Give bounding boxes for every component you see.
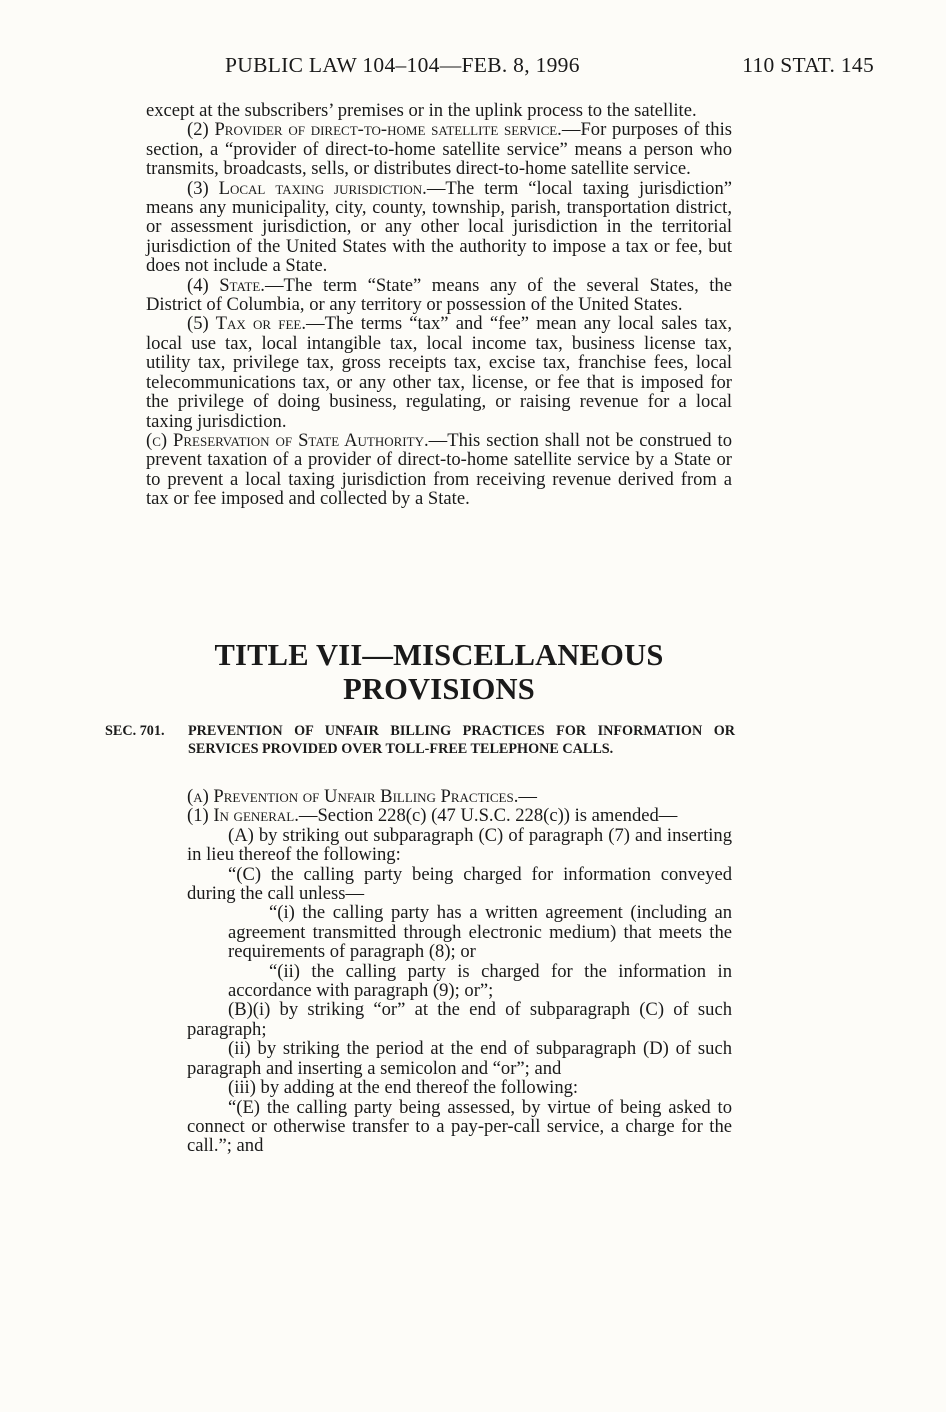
paragraph-a1-heading: (1) In general. [187, 805, 299, 827]
paragraph-c-text: —This section shall not be construed to prevent taxation of a provider of direct-to-home satellite service by a State or to prevent a local taxing jurisdiction from receiving revenue derived from a tax or fee imposed and collected by a State. [146, 429, 733, 510]
paragraph-4 [146, 276, 732, 315]
paragraph-3-heading: (3) Local taxing jurisdiction. [187, 177, 427, 199]
section-body [146, 787, 732, 1156]
paragraph-3 [146, 179, 732, 276]
inserted-clauses [228, 903, 732, 1000]
section-title: PREVENTION OF UNFAIR BILLING PRACTICES FOR INFORMATION OR SERVICES PROVIDED OVER TOLL-FREE TELEPHONE CALLS. [188, 723, 735, 758]
inserted-clause-i: “(i) the calling party has a written agreement (including an agreement transmitted through electronic medium) that meets the requirements of paragraph (8); or [228, 902, 732, 963]
amendment-B-i: (B)(i) by striking “or” at the end of subparagraph (C) of such paragraph; [187, 999, 732, 1040]
amendment-block-B [187, 1000, 732, 1155]
paragraph-4-heading: (4) State. [187, 274, 265, 296]
paragraph-3-text: —The term “local taxing jurisdiction” means any municipality, city, county, township, parish, transportation district, or assessment jurisdiction, or any other local jurisdiction in the territorial jurisdiction of the United States with the authority to impose a tax or fee, but does not include a State. [146, 177, 732, 277]
subsection-a [146, 787, 732, 806]
amendment-B-ii: (ii) by striking the period at the end of subparagraph (D) of such paragraph and inserting a semicolon and “or”; and [187, 1038, 732, 1079]
subsection-a-dash: — [518, 786, 537, 807]
section-heading [105, 722, 735, 758]
inserted-clause-ii: “(ii) the calling party is charged for the information in accordance with paragraph (9); or”; [228, 960, 732, 1002]
title-heading [146, 638, 732, 706]
paragraph-2 [146, 120, 732, 178]
top-body [146, 101, 732, 509]
paragraph-c [146, 431, 732, 509]
amendment-A: (A) by striking out subparagraph (C) of paragraph (7) and inserting in lieu thereof the following: [187, 824, 732, 866]
inserted-C: “(C) the calling party being charged for information conveyed during the call unless— [187, 863, 732, 905]
page-header [225, 53, 874, 78]
title-line-1: TITLE VII—MISCELLANEOUS [214, 638, 664, 672]
header-citation: PUBLIC LAW 104–104—FEB. 8, 1996 [225, 53, 580, 77]
paragraph-5-heading: (5) Tax or fee. [187, 313, 307, 335]
title-line-2: PROVISIONS [343, 672, 535, 706]
amendment-B-iii: (iii) by adding at the end thereof the following: [228, 1077, 579, 1099]
amendment-block-A [187, 826, 732, 904]
inserted-E: “(E) the calling party being assessed, by virtue of being asked to connect or otherwise transfer to a pay-per-call service, a charge for the call.”; and [187, 1096, 732, 1157]
paragraph-a1-text: —Section 228(c) (47 U.S.C. 228(c)) is amended— [298, 805, 678, 827]
paragraph-2-heading: (2) Provider of direct-to-home satellite service. [187, 119, 562, 141]
paragraph-5-text: —The terms “tax” and “fee” mean any local sales tax, local use tax, local intangible tax, local income tax, business license tax, utility tax, privilege tax, gross receipts tax, excise tax, franchise fees, local telecommunications tax, or any other tax, license, or fee that is imposed for the privilege of doing business, regulating, or raising revenue for a local taxing jurisdiction. [146, 313, 732, 432]
paragraph-4-text: —The term “State” means any of the several States, the District of Columbia, or any territory or possession of the United States. [146, 274, 732, 316]
paragraph-2-text: —For purposes of this section, a “provider of direct-to-home satellite service” means a person who transmits, broadcasts, sells, or distributes direct-to-home satellite service. [146, 119, 732, 180]
header-page-number: 110 STAT. 145 [742, 53, 874, 77]
paragraph-continuation: except at the subscribers’ premises or in the uplink process to the satellite. [146, 100, 697, 121]
paragraph-5 [146, 314, 732, 430]
paragraph-c-heading: (c) Preservation of State Authority. [146, 429, 429, 451]
paragraph-a1 [146, 806, 732, 825]
section-number: SEC. 701. [105, 723, 165, 739]
subsection-a-heading: (a) Prevention of Unfair Billing Practices. [187, 786, 519, 807]
